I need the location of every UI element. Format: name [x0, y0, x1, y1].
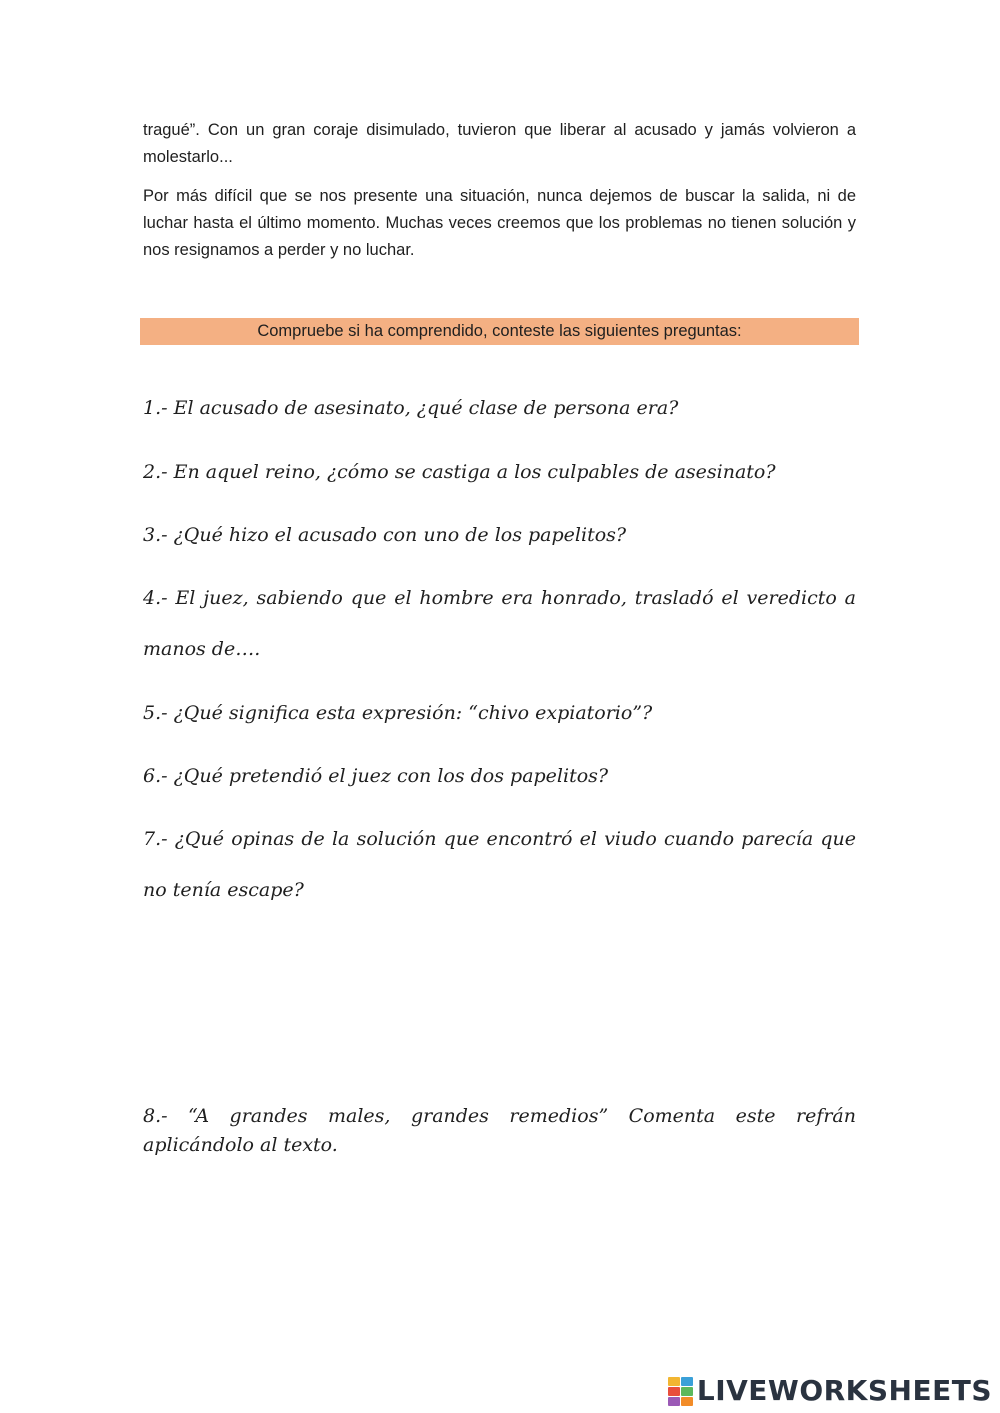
question-4: 4.- El juez, sabiendo que el hombre era honrado, trasladó el veredicto a manos de…. [143, 587, 856, 660]
question-5: 5.- ¿Qué significa esta expresión: “chivo expiatorio”? [143, 702, 653, 724]
logo-tile [668, 1377, 680, 1386]
instructions-banner [140, 318, 859, 345]
liveworksheets-brand [668, 1374, 992, 1407]
logo-tile [668, 1397, 680, 1406]
liveworksheets-logo-icon [668, 1377, 694, 1405]
instructions-banner-text: Compruebe si ha comprendido, conteste las siguientes preguntas: [257, 322, 742, 340]
story-paragraph-ending: tragué”. Con un gran coraje disimulado, tuvieron que liberar al acusado y jamás volvieron a molestarlo... [143, 121, 856, 166]
question-1: 1.- El acusado de asesinato, ¿qué clase de persona era? [143, 397, 679, 419]
liveworksheets-wordmark: LIVEWORKSHEETS [696, 1374, 992, 1407]
question-7: 7.- ¿Qué opinas de la solución que encontró el viudo cuando parecía que no tenía escape? [143, 828, 856, 901]
logo-tile [681, 1397, 693, 1406]
story-moral-paragraph: Por más difícil que se nos presente una situación, nunca dejemos de buscar la salida, ni de luchar hasta el último momento. Muchas veces creemos que los problemas no tienen solución y nos resignamos a perder y no luchar. [143, 187, 856, 259]
question-2: 2.- En aquel reino, ¿cómo se castiga a los culpables de asesinato? [143, 461, 776, 483]
logo-tile [681, 1377, 693, 1386]
question-8: 8.- “A grandes males, grandes remedios” Comenta este refrán aplicándolo al texto. [143, 1105, 856, 1156]
question-3: 3.- ¿Qué hizo el acusado con uno de los papelitos? [143, 524, 627, 546]
logo-tile [668, 1387, 680, 1396]
logo-tile [681, 1387, 693, 1396]
question-6: 6.- ¿Qué pretendió el juez con los dos papelitos? [143, 765, 609, 787]
